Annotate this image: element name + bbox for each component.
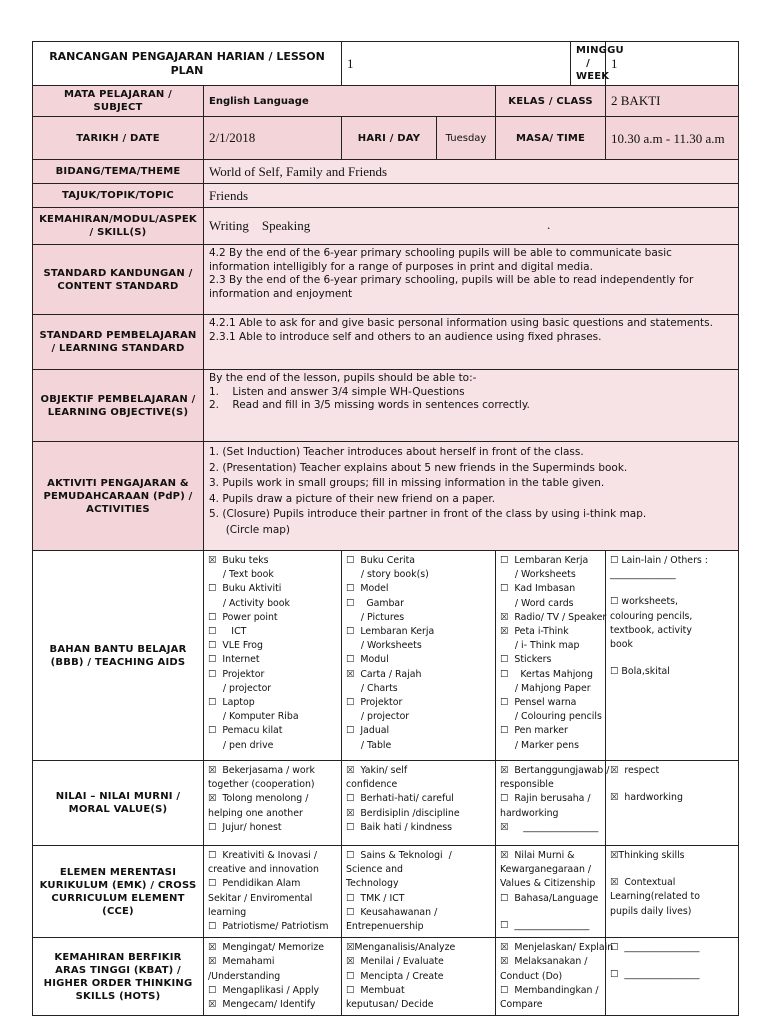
checklist-item: / Pictures xyxy=(346,611,405,623)
checklist-item: ☐ Patriotisme/ Patriotism xyxy=(208,921,329,933)
checklist-item: ☒ Mengingat/ Memorize xyxy=(208,942,325,954)
checklist-item: ☒ Memahami xyxy=(208,956,275,968)
teaching-aids-col-3 xyxy=(496,551,606,761)
objective-cell xyxy=(204,370,739,442)
checklist-item: ☐ Buku Cerita xyxy=(346,555,415,566)
checklist-item: ☐ Laptop xyxy=(208,697,255,709)
theme-value: World of Self, Family and Friends xyxy=(204,160,739,184)
checklist-item: ☒ Nilai Murni & xyxy=(500,850,575,861)
date-label: TARIKH / DATE xyxy=(33,117,204,160)
checklist-item: ☒ Bertanggungjawab / xyxy=(500,765,610,776)
class-label: KELAS / CLASS xyxy=(496,86,606,117)
checklist-item: ☐ Pensel warna xyxy=(500,697,577,709)
checklist-item: book xyxy=(610,639,633,651)
checklist-item: ☐ Membuat xyxy=(346,984,405,996)
activity-item: 4. Pupils draw a picture of their new friend on a paper. xyxy=(209,492,496,505)
checklist-item: pupils daily lives) xyxy=(610,905,692,917)
activity-item: (Circle map) xyxy=(209,523,291,536)
checklist-item: responsible xyxy=(500,779,554,791)
subject-row xyxy=(33,86,739,117)
checklist-item: Technology xyxy=(346,878,399,890)
checklist-item: ☐ Sains & Teknologi / xyxy=(346,850,452,861)
checklist-item: ☐ Bola,skital xyxy=(610,666,670,678)
checklist-item: ☐ Lembaran Kerja xyxy=(500,555,589,566)
checklist-item: ☒ Yakin/ self xyxy=(346,765,408,776)
checklist-item: ☐ Lembaran Kerja xyxy=(346,626,435,638)
values-col-3 xyxy=(496,761,610,846)
subject-label: MATA PELAJARAN / SUBJECT xyxy=(33,86,204,117)
checklist-item: ☐ Mengaplikasi / Apply xyxy=(208,984,320,996)
topic-label: TAJUK/TOPIK/TOPIC xyxy=(33,184,204,208)
checklist-item xyxy=(500,906,601,919)
checklist-item: / Table xyxy=(346,739,392,751)
hots-col-3 xyxy=(496,938,614,1016)
checklist-item: / Colouring pencils xyxy=(500,711,602,723)
checklist-item: ☒ ________________ xyxy=(500,821,599,833)
date-row xyxy=(33,117,739,160)
checklist-item: / Text book xyxy=(208,569,274,581)
objective-intro: By the end of the lesson, pupils should be able to:- xyxy=(209,372,477,384)
day-label: HARI / DAY xyxy=(342,117,437,160)
checklist-item: confidence xyxy=(346,779,398,791)
checklist-item: ☐ Modul xyxy=(346,654,389,666)
content-standard-line: 4.2 By the end of the 6-year primary schooling pupils will be able to communicate basic information intelligibly for a range of purposes in print and digital media. xyxy=(209,247,672,273)
checklist-item: helping one another xyxy=(208,807,303,819)
hots-col-2 xyxy=(342,938,496,1016)
checklist-item: / pen drive xyxy=(208,739,274,751)
checklist-item: ☐ Jujur/ honest xyxy=(208,821,282,833)
skills-row xyxy=(33,208,739,245)
activities-label: AKTIVITI PENGAJARAN & PEMUDAHCARAAN (PdP) / ACTIVITIES xyxy=(33,442,204,551)
checklist-item: / Word cards xyxy=(500,597,574,609)
hots-col-1 xyxy=(204,938,342,1016)
week-label: MINGGU / WEEK xyxy=(571,42,606,86)
cce-label: ELEMEN MERENTASI KURIKULUM (EMK) / CROSS CURRICULUM ELEMENT (CCE) xyxy=(33,846,204,938)
skills-value-cell xyxy=(204,208,739,245)
objective-label: OBJEKTIF PEMBELAJARAN / LEARNING OBJECTIVE(S) xyxy=(33,370,204,442)
skills-value: Writing Speaking xyxy=(209,218,311,233)
checklist-item xyxy=(610,863,734,876)
checklist-item: ☐ Projektor xyxy=(208,668,265,680)
subject-value: English Language xyxy=(204,86,496,117)
learning-standard-line: 2.3.1 Able to introduce self and others to an audience using fixed phrases. xyxy=(209,330,602,343)
cce-row xyxy=(33,846,739,938)
checklist-item: hardworking xyxy=(500,807,559,819)
checklist-item: ☐ ICT xyxy=(208,626,247,638)
skills-label: KEMAHIRAN/MODUL/ASPEK / SKILL(S) xyxy=(33,208,204,245)
checklist-item: ☐ Kertas Mahjong xyxy=(500,668,593,680)
values-row xyxy=(33,761,739,846)
topic-value: Friends xyxy=(204,184,739,208)
checklist-item: ☐ ________________ xyxy=(500,919,590,931)
checklist-item: Learning(related to xyxy=(610,891,700,903)
values-col-2 xyxy=(342,761,496,846)
checklist-item: creative and innovation xyxy=(208,864,319,876)
checklist-item: ☐ Lain-lain / Others : xyxy=(610,555,708,566)
checklist-item: ______________ xyxy=(610,569,676,581)
checklist-item: / projector xyxy=(346,711,410,723)
day-value: Tuesday xyxy=(437,117,496,160)
checklist-item: /Understanding xyxy=(208,970,281,982)
checklist-item: ☒Menganalisis/Analyze xyxy=(346,942,456,954)
checklist-item: ☐ Kad Imbasan xyxy=(500,583,576,595)
checklist-item xyxy=(610,582,734,595)
content-standard-cell xyxy=(204,245,739,315)
topic-row xyxy=(33,184,739,208)
teaching-aids-col-2 xyxy=(342,551,496,761)
content-standard-label: STANDARD KANDUNGAN / CONTENT STANDARD xyxy=(33,245,204,315)
class-value: 2 BAKTI xyxy=(606,86,739,117)
checklist-item: / i- Think map xyxy=(500,640,580,652)
header-row xyxy=(33,42,739,86)
checklist-item: ☒ Peta i-Think xyxy=(500,626,569,638)
content-standard-line: 2.3 By the end of the 6-year primary schooling, pupils will be able to read independently for information and enjoyment xyxy=(209,274,694,300)
values-label: NILAI – NILAI MURNI / MORAL VALUE(S) xyxy=(33,761,204,846)
cce-col-2 xyxy=(342,846,496,938)
checklist-item: ☐ Internet xyxy=(208,654,260,666)
checklist-item: ☒ Bekerjasama / work xyxy=(208,765,315,776)
checklist-item: ☐ Gambar xyxy=(346,597,405,609)
checklist-item: ☐ ________________ xyxy=(610,942,700,954)
activity-item: 1. (Set Induction) Teacher introduces about herself in front of the class. xyxy=(209,446,584,458)
objective-item: 2. Read and fill in 3/5 missing words in sentences correctly. xyxy=(209,399,530,411)
checklist-item: ☒ Radio/ TV / Speaker xyxy=(500,611,607,623)
hots-row xyxy=(33,938,739,1016)
teaching-aids-col-4 xyxy=(606,551,739,761)
lesson-plan-title: RANCANGAN PENGAJARAN HARIAN / LESSON PLAN xyxy=(33,42,342,86)
checklist-item: / Charts xyxy=(346,682,398,694)
checklist-item: ☒ hardworking xyxy=(610,792,683,804)
checklist-item: colouring pencils, xyxy=(610,610,693,622)
checklist-item: ☐ Berhati-hati/ careful xyxy=(346,793,454,805)
activities-cell xyxy=(204,442,739,551)
checklist-item: ☐ Baik hati / kindness xyxy=(346,821,453,833)
checklist-item: together (cooperation) xyxy=(208,779,315,791)
objective-row xyxy=(33,370,739,442)
checklist-item: ☒Thinking skills xyxy=(610,850,685,861)
activity-item: 2. (Presentation) Teacher explains about 5 new friends in the Superminds book. xyxy=(209,461,628,474)
checklist-item: textbook, activity xyxy=(610,624,692,636)
checklist-item: ☐ Membandingkan / xyxy=(500,984,599,996)
hots-col-4 xyxy=(606,938,739,1016)
checklist-item: / Mahjong Paper xyxy=(500,682,591,694)
checklist-item xyxy=(610,778,734,791)
checklist-item: ☐ Kreativiti & Inovasi / xyxy=(208,850,318,861)
checklist-item: Kewarganegaraan / xyxy=(500,864,592,876)
theme-label: BIDANG/TEMA/THEME xyxy=(33,160,204,184)
checklist-item: ☐ VLE Frog xyxy=(208,640,263,652)
checklist-item: ☐ Pemacu kilat xyxy=(208,725,283,737)
checklist-item: Entrepenuership xyxy=(346,921,424,933)
checklist-item: Science and xyxy=(346,864,403,876)
time-label: MASA/ TIME xyxy=(496,117,606,160)
checklist-item: ☐ Mencipta / Create xyxy=(346,970,444,982)
checklist-item: / Marker pens xyxy=(500,739,579,751)
checklist-item: ☐ Model xyxy=(346,583,389,595)
checklist-item: Values & Citizenship xyxy=(500,878,596,890)
teaching-aids-col-1 xyxy=(204,551,342,761)
cce-col-1 xyxy=(204,846,342,938)
checklist-item: ☐ Bahasa/Language xyxy=(500,892,599,904)
skills-dot: . xyxy=(547,217,551,232)
checklist-item: ☐ ________________ xyxy=(610,969,700,981)
checklist-item: ☒ Buku teks xyxy=(208,555,269,566)
learning-standard-line: 4.2.1 Able to ask for and give basic personal information using basic questions and statements. xyxy=(209,317,713,329)
activity-item: 5. (Closure) Pupils introduce their partner in front of the class by using i-think map. xyxy=(209,508,647,520)
checklist-item: ☐ Stickers xyxy=(500,654,552,666)
checklist-item: ☒ Melaksanakan / xyxy=(500,956,588,968)
time-value: 10.30 a.m - 11.30 a.m xyxy=(606,117,739,160)
checklist-item: / Worksheets xyxy=(346,640,422,652)
lesson-plan-table xyxy=(32,41,739,1016)
cce-col-3 xyxy=(496,846,606,938)
cce-col-4 xyxy=(606,846,739,938)
content-standard-row xyxy=(33,245,739,315)
checklist-item: / story book(s) xyxy=(346,569,429,581)
checklist-item: ☐ Power point xyxy=(208,611,278,623)
checklist-item: / Komputer Riba xyxy=(208,711,299,723)
objective-item: 1. Listen and answer 3/4 simple WH-Questions xyxy=(209,385,465,398)
checklist-item xyxy=(610,955,734,968)
teaching-aids-label: BAHAN BANTU BELAJAR (BBB) / TEACHING AIDS xyxy=(33,551,204,761)
theme-row xyxy=(33,160,739,184)
checklist-item: Compare xyxy=(500,999,543,1011)
checklist-item: ☐ Rajin berusaha / xyxy=(500,793,591,805)
checklist-item xyxy=(610,652,734,665)
checklist-item: ☐ Pendidikan Alam xyxy=(208,878,301,890)
checklist-item: ☐ TMK / ICT xyxy=(346,892,405,904)
checklist-item: ☒ respect xyxy=(610,765,660,776)
checklist-item: ☒ Berdisiplin /discipline xyxy=(346,807,460,819)
checklist-item: ☐ Projektor xyxy=(346,697,403,709)
checklist-item: Conduct (Do) xyxy=(500,970,563,982)
values-col-1 xyxy=(204,761,342,846)
checklist-item: ☒ Mengecam/ Identify xyxy=(208,999,316,1011)
checklist-item: ☐ Jadual xyxy=(346,725,390,737)
activity-item: 3. Pupils work in small groups; fill in missing information in the table given. xyxy=(209,477,605,489)
checklist-item: ☐ Pen marker xyxy=(500,725,568,737)
checklist-item: keputusan/ Decide xyxy=(346,999,434,1011)
checklist-item: learning xyxy=(208,906,247,918)
checklist-item: / Activity book xyxy=(208,597,290,609)
activities-row xyxy=(33,442,739,551)
learning-standard-cell xyxy=(204,315,739,370)
checklist-item: ☒ Carta / Rajah xyxy=(346,668,422,680)
checklist-item: ☐ Keusahawanan / xyxy=(346,906,438,918)
checklist-item: / Worksheets xyxy=(500,569,576,581)
checklist-item: ☐ worksheets, xyxy=(610,596,678,608)
date-value: 2/1/2018 xyxy=(204,117,342,160)
checklist-item: ☒ Menilai / Evaluate xyxy=(346,956,444,968)
learning-standard-row xyxy=(33,315,739,370)
checklist-item: ☒ Tolong menolong / xyxy=(208,793,309,805)
week-value: 1 xyxy=(606,42,739,86)
checklist-item: Sekitar / Enviromental xyxy=(208,892,313,904)
checklist-item: ☒ Contextual xyxy=(610,877,676,889)
teaching-aids-row xyxy=(33,551,739,761)
hots-label: KEMAHIRAN BERFIKIR ARAS TINGGI (KBAT) / HIGHER ORDER THINKING SKILLS (HOTS) xyxy=(33,938,204,1016)
learning-standard-label: STANDARD PEMBELAJARAN / LEARNING STANDARD xyxy=(33,315,204,370)
checklist-item: ☐ Buku Aktiviti xyxy=(208,583,282,595)
values-col-4 xyxy=(606,761,739,846)
lesson-number: 1 xyxy=(342,42,571,86)
checklist-item: ☒ Menjelaskan/ Explain xyxy=(500,942,614,954)
checklist-item: / projector xyxy=(208,682,272,694)
